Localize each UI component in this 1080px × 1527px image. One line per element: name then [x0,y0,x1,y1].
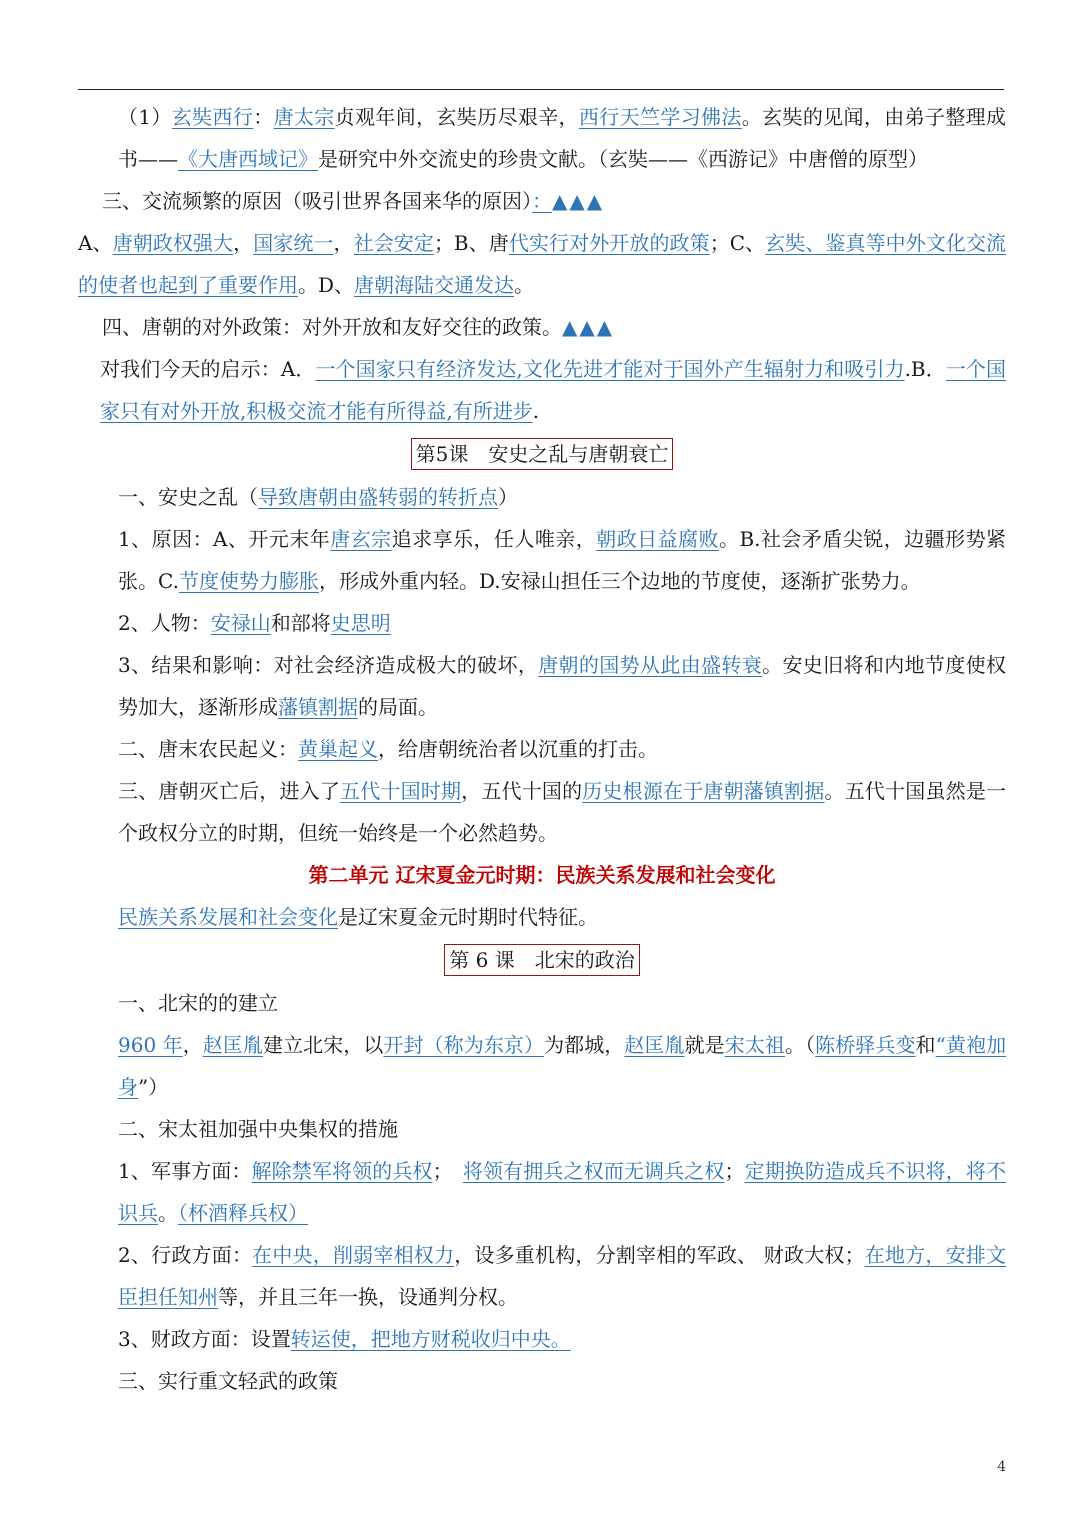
paragraph-unit-feature: 民族关系发展和社会变化是辽宋夏金元时期时代特征。 [118,905,598,929]
paragraph-centralization-heading: 二、宋太祖加强中央集权的措施 [118,1117,398,1141]
paragraph-inspiration: 对我们今天的启示：A．一个国家只有经济发达,文化先进才能对于国外产生辐射力和吸引力.B．一个国家只有对外开放,积极交流才能有所得益,有所进步. [100,357,1006,423]
paragraph-anshi-people: 2、人物：安禄山和部将史思明 [118,611,391,635]
paragraph-anshi-causes: 1、原因：A、开元末年唐玄宗追求享乐，任人唯亲，朝政日益腐败。B.社会矛盾尖锐，边疆形势紧张。C.节度使势力膨胀，形成外重内轻。D.安禄山担任三个边地的节度使，逐渐扩张势力。 [118,527,1007,593]
paragraph-foreign-policy: 四、唐朝的对外政策：对外开放和友好交往的政策。▲▲▲ [102,315,615,339]
paragraph-song-founding: 960 年，赵匡胤建立北宋，以开封（称为东京）为都城，赵匡胤就是宋太祖。（陈桥驿兵变和“黄袍加身”） [118,1033,1007,1099]
paragraph-five-dynasties: 三、唐朝灭亡后，进入了五代十国时期，五代十国的历史根源在于唐朝藩镇割据。五代十国虽然是一个政权分立的时期，但统一始终是一个必然趋势。 [118,779,1007,845]
paragraph-administration: 2、行政方面：在中央，削弱宰相权力，设多重机构，分割宰相的军政、 财政大权；在地方，安排文臣担任知州等，并且三年一换，设通判分权。 [118,1243,1007,1309]
paragraph-huangchao: 二、唐末农民起义：黄巢起义，给唐朝统治者以沉重的打击。 [118,737,658,761]
paragraph-culture-policy: 三、实行重文轻武的政策 [118,1369,338,1393]
paragraph-reasons: A、唐朝政权强大，国家统一，社会安定；B、唐代实行对外开放的政策；C、玄奘、鉴真等中外文化交流的使者也起到了重要作用。D、唐朝海陆交通发达。 [78,231,1007,297]
document-body [78,96,1006,1402]
header-rule [78,89,1004,90]
paragraph-anshi-heading: 一、安史之乱（导致唐朝由盛转弱的转折点） [118,485,518,509]
paragraph-finance: 3、财政方面：设置转运使，把地方财税收归中央。 [118,1327,571,1351]
triangle-markers: ▲▲▲ [562,315,615,339]
page-number: 4 [997,1459,1006,1475]
lesson-5-title: 第5课 安史之乱与唐朝衰亡 [78,432,1006,476]
paragraph-xuanzang: （1）玄奘西行：唐太宗贞观年间，玄奘历尽艰辛，西行天竺学习佛法。玄奘的见闻，由弟子整理成书——《大唐西域记》是研究中外交流史的珍贵文献。（玄奘——《西游记》中唐僧的原型） [118,105,1007,171]
triangle-markers: ▲▲▲ [552,189,605,213]
paragraph-reasons-heading: 三、交流频繁的原因（吸引世界各国来华的原因）：▲▲▲ [102,189,605,213]
paragraph-military: 1、军事方面：解除禁军将领的兵权； 将领有拥兵之权而无调兵之权；定期换防造成兵不识将，将不识兵。（杯酒释兵权） [118,1159,1007,1225]
paragraph-anshi-results: 3、结果和影响：对社会经济造成极大的破坏，唐朝的国势从此由盛转衰。安史旧将和内地节度使权势加大，逐渐形成藩镇割据的局面。 [118,653,1006,719]
lesson-6-title: 第 6 课 北宋的政治 [78,938,1006,982]
paragraph-song-founding-heading: 一、北宋的的建立 [118,991,278,1015]
unit-2-title: 第二单元 辽宋夏金元时期：民族关系发展和社会变化 [308,863,776,887]
